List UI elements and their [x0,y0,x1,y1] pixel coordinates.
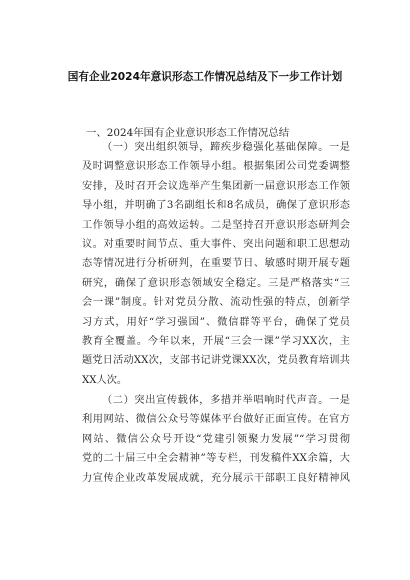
paragraph-line: 及时调整意识形态工作领导小组。根据集团公司党委调整 [82,161,350,173]
paragraph-line: 态等情况进行分析研判，在重要节日、敏感时期开展专题 [82,258,350,270]
paragraph-line: 工作领导小组的高效运转。二是坚持召开意识形态研判会 [82,219,350,231]
paragraph-line: 研究，确保了意识形态领域安全稳定。三是严格落实“三 [82,277,350,289]
paragraph-line: （二）突出宣传载体，多措并举唱响时代声音。一是 [102,395,350,406]
paragraph-line: 力宣传企业改革发展成就，充分展示干部职工良好精神风 [82,472,350,484]
paragraph-line: 利用网站、微信公众号等媒体平台做好正面宣传。在官方 [82,414,350,426]
paragraph-line: 会一课”制度。针对党员分散、流动性强的特点，创新学 [82,297,350,309]
document-title: 国有企业2024年意识形态工作情况总结及下一步工作计划 [67,71,343,83]
paragraph-line: 题党日活动XX次，支部书记讲党课XX次，党员教育培训共 [82,355,350,367]
paragraph-line: 安排，及时召开会议选举产生集团新一届意识形态工作领 [82,180,350,192]
paragraph-1 [82,138,350,390]
paragraph-line: 党的二十届三中全会精神”等专栏，刊发稿件XX余篇，大 [82,453,350,465]
paragraph-line: 教育全覆盖。今年以来，开展“三会一课”学习XX次，主 [82,335,350,347]
paragraph-2 [82,391,350,488]
section-heading: 一、2024年国有企业意识形态工作情况总结 [86,127,290,139]
paragraph-line: 网站、微信公众号开设“党建引领聚力发展”“学习贯彻 [82,433,350,445]
paragraph-line: XX人次。 [82,374,128,386]
paragraph-line: 议。对重要时间节点、重大事件、突出问题和职工思想动 [82,238,350,250]
paragraph-line: 导小组，并明确了3名副组长和8名成员，确保了意识形态 [82,200,350,212]
paragraph-line: （一）突出组织领导，蹄疾步稳强化基础保障。一是 [102,142,350,153]
paragraph-line: 习方式，用好“学习强国”、微信群等平台，确保了党员 [82,316,350,328]
